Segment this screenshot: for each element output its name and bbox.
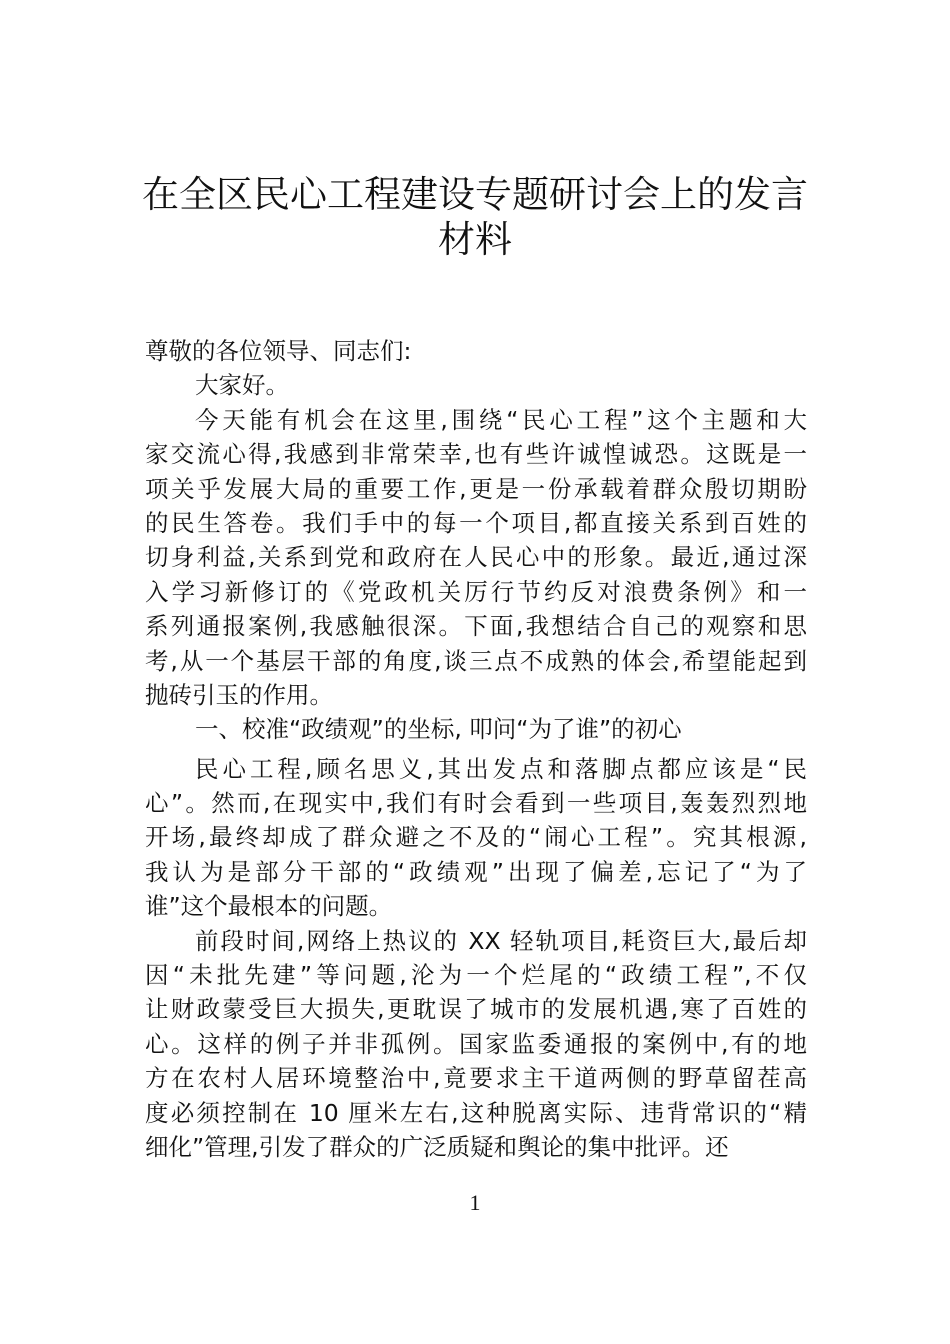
text-line: 心”。然而,在现实中,我们有时会看到一些项目,轰轰烈烈地 (145, 789, 807, 818)
text-line: 前段时间,网络上热议的 XX 轻轨项目,耗资巨大,最后却 (195, 926, 807, 955)
section-heading (145, 712, 807, 746)
text-line: 让财政蒙受巨大损失,更耽误了城市的发展机遇,寒了百姓的 (145, 995, 807, 1024)
page-number: 1 (469, 1190, 481, 1215)
text-line: 入学习新修订的《党政机关厉行节约反对浪费条例》和一 (145, 577, 807, 606)
text-line: 切身利益,关系到党和政府在人民心中的形象。最近,通过深 (145, 543, 807, 572)
text-line: 开场,最终却成了群众避之不及的“闹心工程”。究其根源, (145, 823, 807, 852)
paragraph (145, 924, 807, 1165)
text-line: 项关乎发展大局的重要工作,更是一份承载着群众殷切期盼 (145, 474, 807, 503)
paragraph (145, 752, 807, 924)
text-line: 抛砖引玉的作用。 (145, 680, 333, 709)
text-line: 民心工程,顾名思义,其出发点和落脚点都应该是“民 (195, 754, 807, 783)
paragraph (145, 368, 807, 402)
text-line: 度必须控制在 10 厘米左右,这种脱离实际、违背常识的“精 (145, 1098, 807, 1127)
text-line: 一、校准“政绩观”的坐标, 叩问“为了谁”的初心 (195, 715, 682, 744)
text-line: 的民生答卷。我们手中的每一个项目,都直接关系到百姓的 (145, 508, 807, 537)
text-line: 我认为是部分干部的“政绩观”出现了偏差,忘记了“为了 (145, 857, 807, 886)
text-line: 家交流心得,我感到非常荣幸,也有些许诚惶诚恐。这既是一 (145, 440, 807, 469)
document-title-line-2: 材料 (438, 218, 512, 261)
text-line: 因“未批先建”等问题,沦为一个烂尾的“政绩工程”,不仅 (145, 961, 807, 990)
text-line: 谁”这个最根本的问题。 (145, 892, 393, 921)
text-line: 今天能有机会在这里,围绕“民心工程”这个主题和大 (195, 405, 807, 434)
text-line: 心。这样的例子并非孤例。国家监委通报的案例中,有的地 (145, 1029, 807, 1058)
text-line: 方在农村人居环境整治中,竟要求主干道两侧的野草留茬高 (145, 1064, 807, 1093)
text-line: 大家好。 (195, 371, 289, 400)
text-line: 系列通报案例,我感触很深。下面,我想结合自己的观察和思 (145, 612, 807, 641)
document-body (145, 334, 807, 1164)
salutation: 尊敬的各位领导、同志们: (145, 337, 412, 365)
text-line: 细化”管理,引发了群众的广泛质疑和舆论的集中批评。还 (145, 1132, 729, 1161)
document-title-line-1: 在全区民心工程建设专题研讨会上的发言 (142, 173, 808, 216)
text-line: 考,从一个基层干部的角度,谈三点不成熟的体会,希望能起到 (145, 646, 807, 675)
paragraph (145, 403, 807, 713)
